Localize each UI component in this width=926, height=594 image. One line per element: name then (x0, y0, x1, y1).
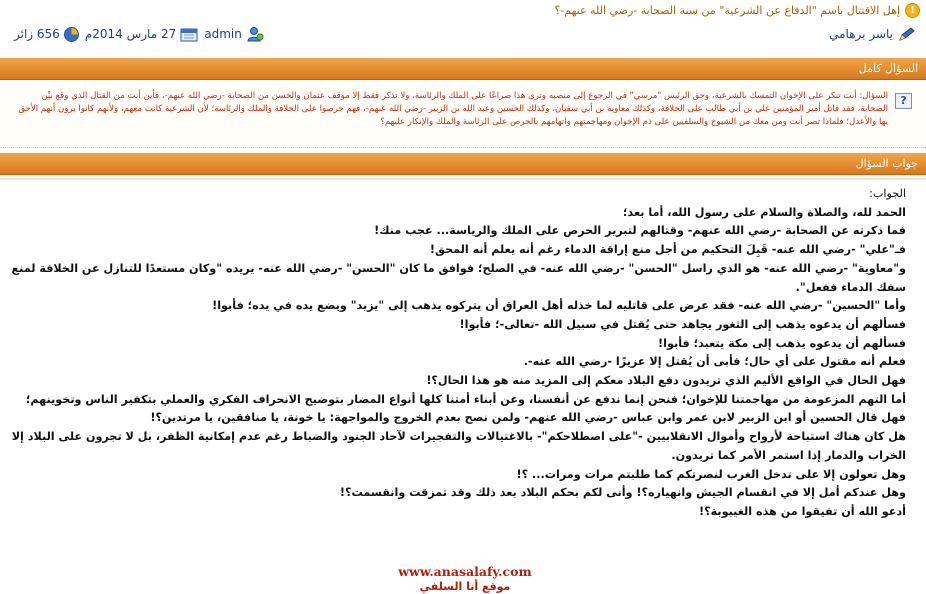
author-block (829, 26, 916, 42)
admin-link[interactable]: admin (204, 27, 242, 41)
question-title-row (0, 0, 926, 20)
answer-paragraph: فسألهم أن يدعوه يذهب إلى مكة يتعبد؛ فأبوا! (658, 336, 906, 350)
answer-paragraph: أما التهم المزعومة من مهاجمتنا للإخوان؛ فنحن إنما ندفع عن أنفسنا، وعن أبناء أمتنا كلها أنواع المضار بتوضيح الانحراف الفكري والعملي بتكفير الناس وتخوينهم؛ فهل قال الحسين أو ابن الزبير لابن عمر وابن عباس -رضي الله عنهم- ولمن نصح بعدم الخروج والمواجهة: يا خونة، يا منافقين، يا مرتدين؟! (25, 392, 906, 425)
answer-label: الجواب: (869, 187, 906, 200)
calendar-icon (180, 26, 198, 42)
question-box (0, 84, 926, 148)
post-date: 27 مارس 2014م (84, 27, 177, 41)
answer-header (0, 153, 926, 175)
stats-pie-icon (64, 27, 79, 42)
author-name[interactable]: ياسر برهامي (829, 27, 893, 41)
pencil-icon (898, 26, 916, 42)
full-question-header (0, 58, 926, 80)
site-url-link[interactable]: www.anasalafy.com (398, 564, 532, 579)
answer-area (0, 178, 926, 594)
answer-heading: جواب السؤال (855, 157, 918, 170)
site-name: موقع أنا السلفي (419, 580, 511, 593)
answer-paragraph: فهل الحال في الواقع الأليم الذي تريدون دفع البلاد معكم إلى المزيد منه هو هذا الحال؟! (426, 374, 906, 388)
date-group (85, 26, 198, 42)
answer-paragraph: هل كان هناك استباحة لأرواح وأموال الانقلابيين -"على اصطلاحكم"- بالاغتيالات والتفجيرات لآحاد الجنود والضباط رغم عدم إمكانية الظفر، بل لا تجرون على البلاد إلا الخراب والدمار إذا استمر الأمر كما تريدون. (11, 430, 906, 462)
post-info (14, 26, 264, 42)
answer-paragraph: وأما "الحسين" -رضي الله عنه- فقد عرض على قاتليه لما خذله أهل العراق أن يتركوه يذهب إلى "يزيد" ويضع يده في يده؛ فأبوا! (212, 299, 906, 313)
visitors-group (14, 27, 79, 42)
user-icon (246, 26, 264, 42)
answer-paragraph: فعلم أنه مقتول على أي حال؛ فأبى أن يُقتل إلا عزيزًا -رضي الله عنه-. (523, 355, 906, 369)
question-title[interactable]: إهل الاقتتال باسم "الدفاع عن الشرعية" من سنة الصحابة -رضي الله عنهم-؟ (554, 3, 900, 17)
answer-paragraph: فسألهم أن يدعوه يذهب إلى الثغور يجاهد حتى يُقتل في سبيل الله -تعالى-؛ فأبوا! (459, 317, 906, 331)
answer-paragraph: و"معاوية" -رضي الله عنه- هو الذي راسل "الحسن" -رضي الله عنه- في الصلح؛ فوافق ما كان "الحسن" -رضي الله عنه- يريده "وكان مستعدًا للتنازل عن الخلافة لمنع سفك الدماء ففعل". (11, 261, 906, 294)
answer-paragraph: وهل عندكم أمل إلا في انقسام الجيش وانهياره؟! وأنى لكم بحكم البلاد بعد ذلك وقد تمزقت وانقسمت؟! (339, 486, 906, 500)
answer-body (6, 185, 906, 522)
answer-paragraph: الحمد لله، والصلاة والسلام على رسول الله، أما بعد؛ (623, 205, 906, 219)
admin-group (204, 26, 264, 42)
visitor-count: 656 زائر (14, 27, 60, 41)
answer-paragraph: فـ"علي" -رضي الله عنه- قَبِلَ التحكيم من أجل منع إراقة الدماء رغم أنه يعلم أنه المحق! (429, 243, 906, 257)
full-question-heading: السؤال كامل (858, 62, 918, 75)
answer-paragraph: أدعو الله أن تفيقوا من هذه الغيبوبة؟! (699, 504, 906, 518)
question-mark-icon: ? (895, 93, 912, 109)
answer-paragraph: فما ذكرته عن الصحابة -رضي الله عنهم- وقتالهم لتبرير الحرص على الملك والرياسة... عجب منك! (374, 224, 906, 238)
question-text: السؤال: أنت تنكر على الإخوان التمسك بالشرعية، وحق الرئيس "مرسي" في الرجوع إلى منصبه وترى هذا صراعًا على الملك والرئاسة، ولا تذكر فقط إلا موقف عثمان والحسن من الصحابة -رضي الله عنهم-، فأين أنت من القتال الذي وقع بيْن الصحابة، فقد قاتل أمير المؤمنين علي بن أبي طالب على الخلافة، وكذلك معاوية بن أبي سفيان، وكذلك الحسين وعبد الله بن الزبير -رضي الله عنهم-، فهم حرصوا على الخلافة والملك والرئاسة؛ لأن الشرعية كانت معهم، ولأنهم كانوا يرون أنهم الأحق بها والأعدل؛ فلماذا تصر أنت ومن معك من الشيوخ والسلفيين على ذم الإخوان ومهاجمتهم واتهامهم بالحرص على الرئاسة والملك والإنكار عليهم؟ (18, 91, 888, 127)
answer-paragraph: وهل تعولون إلا على تدخل الغرب لنصرتكم كما طلبتم مرات ومرات... ؟! (516, 467, 906, 481)
meta-row (0, 24, 926, 46)
warning-icon: ! (905, 3, 920, 18)
